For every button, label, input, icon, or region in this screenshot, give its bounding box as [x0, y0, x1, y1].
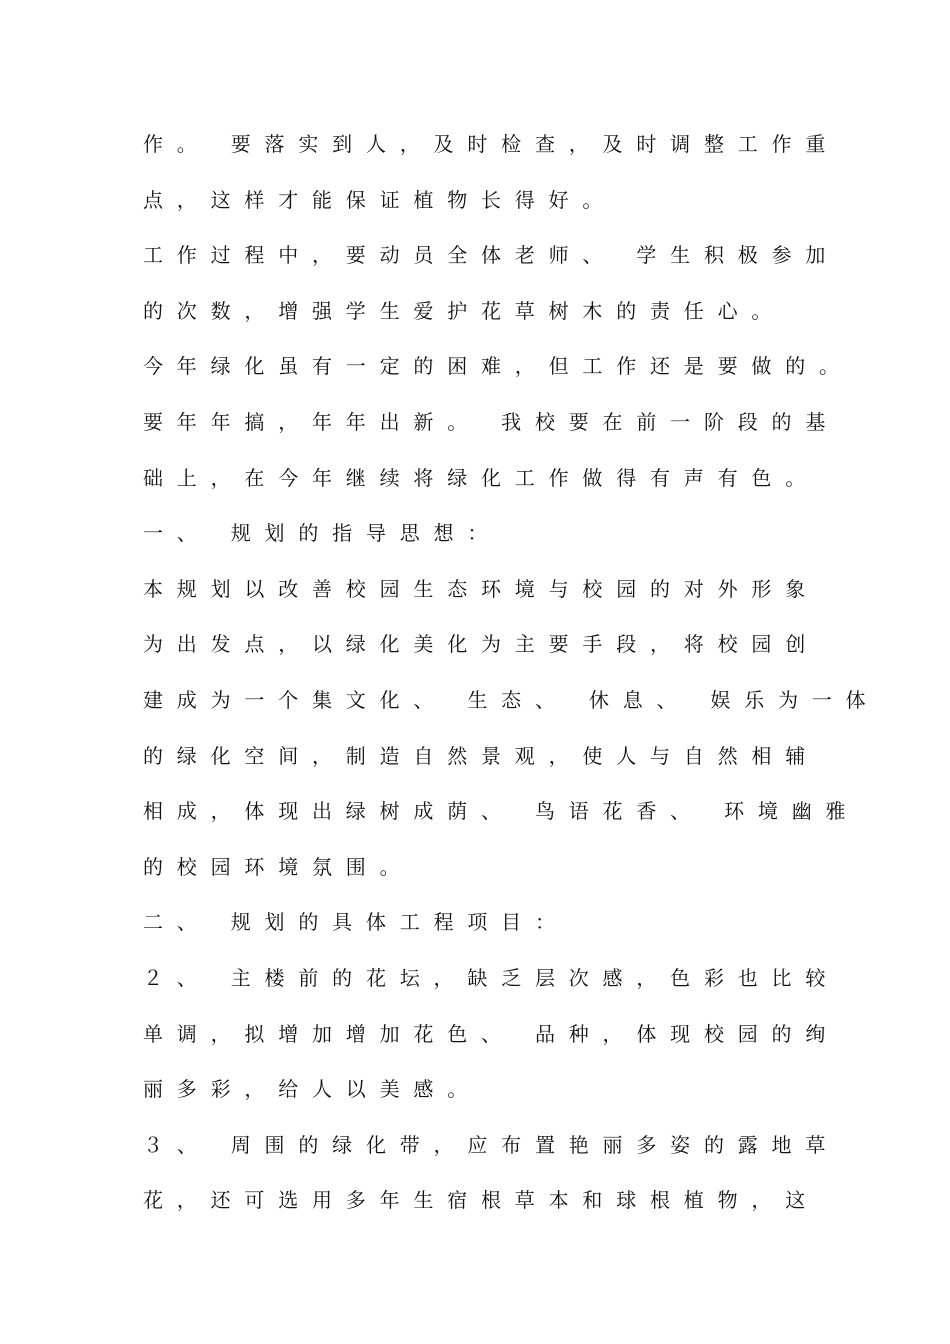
text-line: 点，这样才能保证植物长得好。 — [143, 187, 617, 212]
text-line: 今年绿化虽有一定的困难，但工作还是要做的。 — [143, 354, 853, 379]
text-line: 的校园环境氛围。 — [143, 854, 414, 879]
section-heading: 一、 规划的指导思想： — [143, 521, 502, 546]
text-line: 相成，体现出绿树成荫、 鸟语花香、 环境幽雅 — [143, 799, 860, 824]
section-heading: 二、 规划的具体工程项目： — [143, 910, 569, 935]
list-item: ３、 周围的绿化带，应布置艳丽多姿的露地草 — [143, 1132, 840, 1157]
text-line: 要年年搞，年年出新。 我校要在前一阶段的基 — [143, 409, 840, 434]
body-text — [143, 126, 880, 1238]
list-item: ２、 主楼前的花坛，缺乏层次感，色彩也比较 — [143, 965, 840, 990]
text-line: 单调，拟增加增加花色、 品种，体现校园的绚 — [143, 1021, 840, 1046]
text-line: 作。 要落实到人，及时检查，及时调整工作重 — [143, 132, 840, 156]
text-line: 为出发点，以绿化美化为主要手段，将校园创 — [143, 632, 819, 657]
text-line: 建成为一个集文化、 生态、 休息、 娱乐为一体 — [143, 687, 880, 712]
text-line: 的绿化空间，制造自然景观，使人与自然相辅 — [143, 743, 819, 768]
text-line: 工作过程中，要动员全体老师、 学生积极参加 — [143, 243, 840, 268]
text-line: 花，还可选用多年生宿根草本和球根植物，这 — [143, 1188, 819, 1213]
text-line: 的次数，增强学生爱护花草树木的责任心。 — [143, 298, 786, 323]
text-line: 丽多彩，给人以美感。 — [143, 1077, 481, 1102]
text-line: 本规划以改善校园生态环境与校园的对外形象 — [143, 576, 819, 601]
text-line: 础上，在今年继续将绿化工作做得有声有色。 — [143, 465, 819, 490]
